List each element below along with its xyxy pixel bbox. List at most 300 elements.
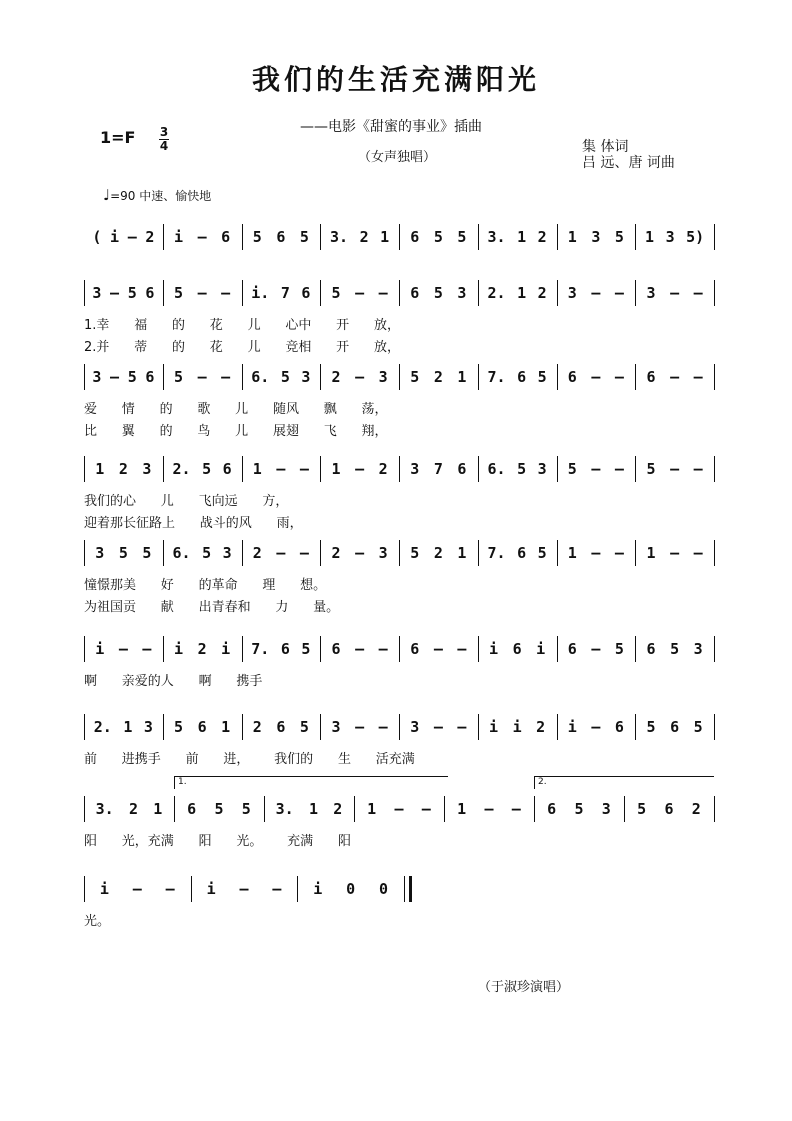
bar-line	[399, 714, 400, 740]
bar-line	[478, 364, 479, 390]
measure	[246, 225, 317, 249]
lyric-line: 爱 情 的 歌 儿 随风 飘 荡，	[84, 402, 388, 417]
measure	[628, 797, 710, 821]
bar-line	[399, 280, 400, 306]
measure	[561, 541, 632, 565]
note: –	[378, 284, 388, 302]
bar-line	[557, 540, 558, 566]
measure	[403, 457, 474, 481]
note: –	[355, 544, 365, 562]
note: –	[693, 284, 703, 302]
measure	[88, 715, 159, 739]
note: –	[433, 718, 443, 736]
volta-first-ending: 1.	[174, 776, 448, 789]
bar-line	[714, 636, 715, 662]
note: 2	[333, 800, 343, 818]
lyric-line: 啊 亲爱的人 啊 携手	[84, 674, 263, 689]
measure	[268, 797, 350, 821]
bar-line	[714, 456, 715, 482]
note: 6	[512, 640, 522, 658]
note: 6	[410, 640, 420, 658]
bar-line	[320, 714, 321, 740]
note: 6	[187, 800, 197, 818]
bar-line	[557, 224, 558, 250]
note: 5	[646, 718, 656, 736]
note: 5	[567, 460, 577, 478]
note: 1	[567, 228, 577, 246]
measure	[561, 281, 632, 305]
note: 7.	[487, 368, 506, 386]
bar-line	[399, 636, 400, 662]
bar-line	[264, 796, 265, 822]
note: 5	[517, 460, 527, 478]
measure	[482, 365, 553, 389]
measure	[324, 365, 395, 389]
bar-line	[714, 714, 715, 740]
note: 6	[567, 368, 577, 386]
note: –	[511, 800, 521, 818]
note: 1	[517, 284, 527, 302]
bar-line	[163, 636, 164, 662]
note: 2.	[93, 718, 112, 736]
note: 6	[547, 800, 557, 818]
note: 5	[457, 228, 467, 246]
measure	[324, 715, 395, 739]
lyricist-credit: 集 体词	[582, 139, 629, 155]
measure	[561, 225, 632, 249]
note: –	[355, 284, 365, 302]
song-subtitle: ——电影《甜蜜的事业》插曲	[300, 119, 482, 135]
key-signature: 1=F	[100, 128, 136, 147]
note: –	[299, 544, 309, 562]
measure	[246, 457, 317, 481]
note: –	[693, 460, 703, 478]
note: 6	[567, 640, 577, 658]
final-barline	[404, 876, 412, 902]
note: 5	[537, 544, 547, 562]
note: i	[110, 228, 120, 246]
note: 1	[457, 544, 467, 562]
bar-line	[174, 796, 175, 822]
note: i	[174, 228, 184, 246]
note: i	[536, 640, 546, 658]
measure	[639, 365, 710, 389]
note: –	[272, 880, 282, 898]
bar-line	[635, 456, 636, 482]
note: 3	[301, 368, 311, 386]
note: 5	[252, 228, 262, 246]
note: 6	[301, 284, 311, 302]
meter-bottom: 4	[159, 139, 169, 153]
note: –	[239, 880, 249, 898]
bar-line	[478, 280, 479, 306]
measure	[88, 637, 159, 661]
bar-line	[478, 636, 479, 662]
note: –	[614, 544, 624, 562]
note: 3	[567, 284, 577, 302]
note: 5	[241, 800, 251, 818]
note: 1	[457, 800, 467, 818]
quarter-note-icon: ♩	[103, 186, 111, 204]
note: 6	[457, 460, 467, 478]
lyric-line: 前 进携手 前 进， 我们的 生 活充满	[84, 752, 415, 767]
note: 5	[127, 284, 137, 302]
note: –	[394, 800, 404, 818]
bar-line	[163, 456, 164, 482]
measure	[482, 225, 553, 249]
note: 2	[252, 718, 262, 736]
note: 3	[143, 718, 153, 736]
note: 2	[197, 640, 207, 658]
note: 5	[410, 544, 420, 562]
note: 6	[145, 368, 155, 386]
bar-line	[635, 364, 636, 390]
bar-line	[557, 280, 558, 306]
note: 0	[346, 880, 356, 898]
note: 6	[517, 544, 527, 562]
bar-line	[399, 456, 400, 482]
bar-line	[534, 796, 535, 822]
note: 1	[153, 800, 163, 818]
bar-line	[320, 364, 321, 390]
note: 2	[252, 544, 262, 562]
note: 3	[591, 228, 601, 246]
tempo-text: =90 中速、愉快地	[110, 189, 212, 203]
measure	[448, 797, 530, 821]
note: –	[132, 880, 142, 898]
bar-line	[242, 540, 243, 566]
note: 1	[517, 228, 527, 246]
bar-line	[478, 224, 479, 250]
note: –	[355, 718, 365, 736]
note: 6.	[251, 368, 270, 386]
bar-line	[242, 280, 243, 306]
measure	[324, 541, 395, 565]
note: –	[355, 460, 365, 478]
note: 5	[174, 284, 184, 302]
lyric-line: 1.幸 福 的 花 儿 心中 开 放，	[84, 318, 400, 333]
bar-line	[320, 540, 321, 566]
note: 2	[536, 718, 546, 736]
note: –	[276, 460, 286, 478]
note: 5	[637, 800, 647, 818]
note: –	[127, 228, 137, 246]
note: 6	[614, 718, 624, 736]
note: –	[591, 284, 601, 302]
measure	[178, 797, 260, 821]
song-title: 我们的生活充满阳光	[251, 63, 540, 96]
bar-line	[84, 280, 85, 306]
note: 3	[142, 460, 152, 478]
note: 2	[331, 544, 341, 562]
note: 2	[118, 460, 128, 478]
measure	[639, 541, 710, 565]
measure	[246, 365, 317, 389]
note: 2	[433, 368, 443, 386]
note: 1	[380, 228, 390, 246]
measure	[639, 281, 710, 305]
bar-line	[478, 456, 479, 482]
note: 6	[221, 228, 231, 246]
bar-line	[320, 636, 321, 662]
measure	[88, 797, 170, 821]
note: 3.	[330, 228, 349, 246]
bar-line	[163, 540, 164, 566]
note: 1	[221, 718, 231, 736]
note: –	[457, 640, 467, 658]
note: 5	[118, 544, 128, 562]
note: 1	[123, 718, 133, 736]
note: 1	[646, 544, 656, 562]
measure	[167, 457, 238, 481]
bar-line	[635, 636, 636, 662]
bar-line	[84, 796, 85, 822]
note: 5	[670, 640, 680, 658]
note: 6	[646, 640, 656, 658]
measure	[167, 281, 238, 305]
bar-line	[714, 540, 715, 566]
tempo-marking	[103, 186, 211, 204]
note: –	[591, 718, 601, 736]
measure	[246, 541, 317, 565]
note: 5	[614, 640, 624, 658]
measure	[561, 715, 632, 739]
note: 2	[537, 228, 547, 246]
note: 3	[378, 544, 388, 562]
bar-line	[635, 224, 636, 250]
note: 1	[95, 460, 105, 478]
note: 6	[280, 640, 290, 658]
measure	[88, 877, 187, 901]
note: 6	[517, 368, 527, 386]
note: 2.	[172, 460, 191, 478]
note: 3	[693, 640, 703, 658]
note: i.	[251, 284, 270, 302]
bar-line	[635, 280, 636, 306]
note: –	[197, 228, 207, 246]
note: –	[197, 368, 207, 386]
note: 5	[537, 368, 547, 386]
note: 2	[433, 544, 443, 562]
note: 3	[537, 460, 547, 478]
measure	[324, 281, 395, 305]
note: –	[614, 460, 624, 478]
note: 3	[378, 368, 388, 386]
note: 7	[433, 460, 443, 478]
note: 2	[128, 800, 139, 818]
bar-line	[557, 456, 558, 482]
volta-second-ending: 2.	[534, 776, 714, 789]
measure	[538, 797, 620, 821]
note: 5	[433, 228, 443, 246]
measure	[403, 541, 474, 565]
measure	[403, 225, 474, 249]
note: –	[355, 368, 365, 386]
measure	[403, 715, 474, 739]
note: –	[118, 640, 128, 658]
note: –	[614, 284, 624, 302]
measure	[324, 457, 395, 481]
note: 5	[614, 228, 624, 246]
bar-line	[320, 224, 321, 250]
bar-line	[163, 714, 164, 740]
bar-line	[84, 714, 85, 740]
bar-line	[635, 540, 636, 566]
note: –	[670, 460, 680, 478]
note: (	[92, 228, 102, 246]
bar-line	[320, 456, 321, 482]
measure	[482, 281, 553, 305]
note: 7.	[251, 640, 270, 658]
bar-line	[84, 364, 85, 390]
measure	[403, 281, 474, 305]
measure	[167, 365, 238, 389]
measure	[324, 225, 395, 249]
note: 3	[92, 284, 102, 302]
bar-line	[84, 636, 85, 662]
note: i	[99, 880, 109, 898]
note: 5	[646, 460, 656, 478]
measure	[167, 637, 238, 661]
note: 5	[331, 284, 341, 302]
note: –	[433, 640, 443, 658]
note: 3	[222, 544, 232, 562]
measure	[88, 225, 159, 249]
note: –	[591, 368, 601, 386]
note: 5	[280, 368, 290, 386]
note: 6	[670, 718, 680, 736]
note: 6	[276, 718, 286, 736]
measure	[246, 715, 317, 739]
bar-line	[714, 796, 715, 822]
note: 3	[646, 284, 656, 302]
note: –	[591, 640, 601, 658]
note: 3	[665, 228, 675, 246]
bar-line	[635, 714, 636, 740]
note: 5	[127, 368, 137, 386]
note: 2.	[487, 284, 506, 302]
bar-line	[399, 224, 400, 250]
bar-line	[242, 636, 243, 662]
note: –	[484, 800, 494, 818]
note: –	[299, 460, 309, 478]
measure	[639, 715, 710, 739]
note: –	[142, 640, 152, 658]
note: –	[693, 368, 703, 386]
measure	[482, 457, 553, 481]
note: 3.	[275, 800, 294, 818]
note: i	[512, 718, 522, 736]
bar-line	[84, 456, 85, 482]
measure	[88, 457, 159, 481]
note: –	[355, 640, 365, 658]
lyric-line: 憧憬那美 好 的革命 理 想。	[84, 578, 327, 593]
bar-line	[242, 364, 243, 390]
lyric-line: 2.并 蒂 的 花 儿 竞相 开 放，	[84, 340, 400, 355]
bar-line	[714, 364, 715, 390]
bar-line	[478, 540, 479, 566]
note: 2	[378, 460, 388, 478]
time-signature	[157, 126, 171, 153]
measure	[358, 797, 440, 821]
note: 6.	[487, 460, 506, 478]
note: 3	[457, 284, 467, 302]
measure	[167, 541, 238, 565]
note: 1	[367, 800, 377, 818]
note: –	[197, 284, 207, 302]
bar-line	[242, 714, 243, 740]
bar-line	[444, 796, 445, 822]
measure	[167, 225, 238, 249]
note: 3.	[487, 228, 506, 246]
note: –	[276, 544, 286, 562]
note: 5)	[686, 228, 705, 246]
note: i	[95, 640, 105, 658]
measure	[246, 281, 317, 305]
note: i	[206, 880, 216, 898]
bar-line	[297, 876, 298, 902]
bar-line	[557, 636, 558, 662]
note: –	[670, 368, 680, 386]
lyric-line: 迎着那长征路上 战斗的风 雨，	[84, 516, 303, 531]
note: –	[221, 284, 231, 302]
note: –	[110, 368, 120, 386]
note: 5	[410, 368, 420, 386]
note: i	[489, 718, 499, 736]
note: 1	[252, 460, 262, 478]
bar-line	[557, 364, 558, 390]
note: –	[591, 544, 601, 562]
measure	[195, 877, 294, 901]
note: 2	[331, 368, 341, 386]
note: 6	[222, 460, 232, 478]
measure	[324, 637, 395, 661]
note: –	[378, 718, 388, 736]
measure	[482, 715, 553, 739]
performance-form: （女声独唱）	[358, 150, 437, 165]
measure	[561, 637, 632, 661]
note: –	[165, 880, 175, 898]
note: i	[567, 718, 577, 736]
lyric-line: 比 翼 的 鸟 儿 展翅 飞 翔，	[84, 424, 388, 439]
note: i	[221, 640, 231, 658]
bar-line	[84, 540, 85, 566]
note: 5	[202, 544, 212, 562]
lyric-line: 阳 光，充满 阳 光。 充满 阳	[84, 834, 351, 849]
note: 3	[92, 368, 102, 386]
bar-line	[242, 224, 243, 250]
meter-top: 3	[159, 125, 169, 139]
note: –	[693, 544, 703, 562]
note: 6	[197, 718, 207, 736]
note: 5	[214, 800, 224, 818]
lyric-line: 为祖国贡 献 出青春和 力 量。	[84, 600, 340, 615]
note: 3.	[95, 800, 114, 818]
measure	[482, 637, 553, 661]
lyric-line: 我们的心 儿 飞向远 方，	[84, 494, 289, 509]
note: i	[489, 640, 499, 658]
note: –	[110, 284, 120, 302]
bar-line	[354, 796, 355, 822]
bar-line	[399, 540, 400, 566]
note: 5	[301, 640, 311, 658]
bar-line	[557, 714, 558, 740]
note: 1	[308, 800, 319, 818]
bar-line	[320, 280, 321, 306]
bar-line	[714, 280, 715, 306]
measure	[403, 637, 474, 661]
note: 6	[646, 368, 656, 386]
